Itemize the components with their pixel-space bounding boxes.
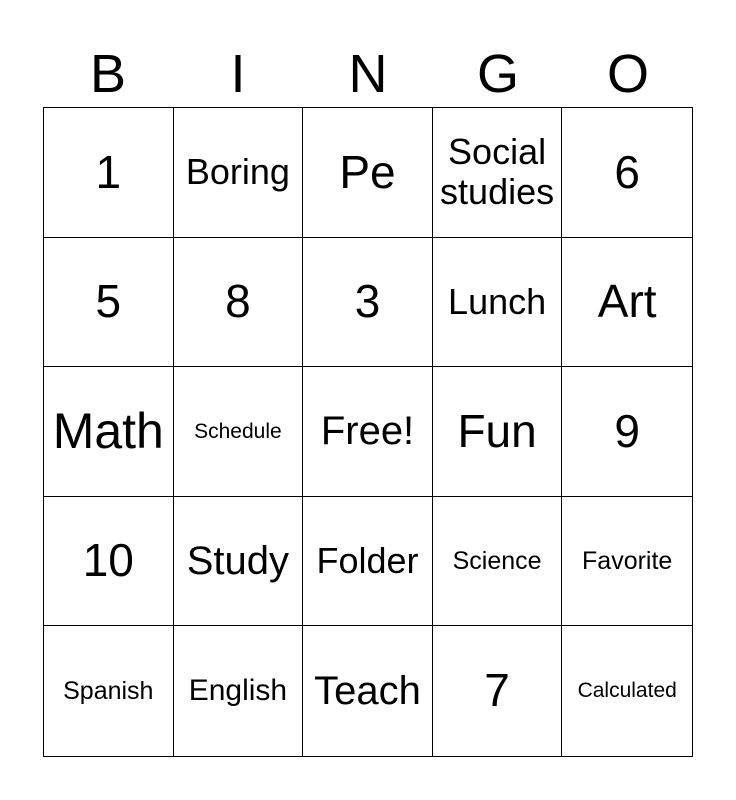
bingo-header <box>43 40 693 108</box>
bingo-cell[interactable]: 9 <box>562 367 692 497</box>
bingo-cell[interactable]: 6 <box>562 108 692 238</box>
bingo-cell[interactable]: Science <box>433 497 563 627</box>
bingo-cell[interactable]: Math <box>44 367 174 497</box>
bingo-cell[interactable]: Pe <box>303 108 433 238</box>
bingo-cell[interactable]: Fun <box>433 367 563 497</box>
bingo-cell[interactable]: English <box>174 626 304 756</box>
bingo-cell[interactable]: Schedule <box>174 367 304 497</box>
header-letter-g: G <box>476 44 519 104</box>
header-letter-b: B <box>89 44 127 104</box>
bingo-cell[interactable]: Social studies <box>433 108 563 238</box>
bingo-cell[interactable]: 8 <box>174 238 304 368</box>
bingo-cell[interactable]: Boring <box>174 108 304 238</box>
bingo-cell[interactable]: Folder <box>303 497 433 627</box>
header-letter-n: N <box>348 44 388 104</box>
bingo-card-grid <box>43 107 693 757</box>
bingo-cell[interactable]: Lunch <box>433 238 563 368</box>
bingo-cell[interactable]: Calculated <box>577 679 677 703</box>
bingo-cell[interactable]: Teach <box>303 626 433 756</box>
header-letter-o: O <box>606 44 649 104</box>
bingo-cell[interactable]: Art <box>562 238 692 368</box>
bingo-cell[interactable]: Study <box>174 497 304 627</box>
bingo-cell[interactable]: 3 <box>303 238 433 368</box>
bingo-cell[interactable]: 1 <box>44 108 174 238</box>
free-space-cell[interactable]: Free! <box>303 367 433 497</box>
bingo-cell[interactable]: Spanish <box>44 626 174 756</box>
bingo-cell[interactable]: 10 <box>44 497 174 627</box>
bingo-cell[interactable]: Favorite <box>562 497 692 627</box>
header-letter-i: I <box>230 44 246 104</box>
bingo-cell[interactable]: 5 <box>44 238 174 368</box>
bingo-cell[interactable]: 7 <box>433 626 563 756</box>
